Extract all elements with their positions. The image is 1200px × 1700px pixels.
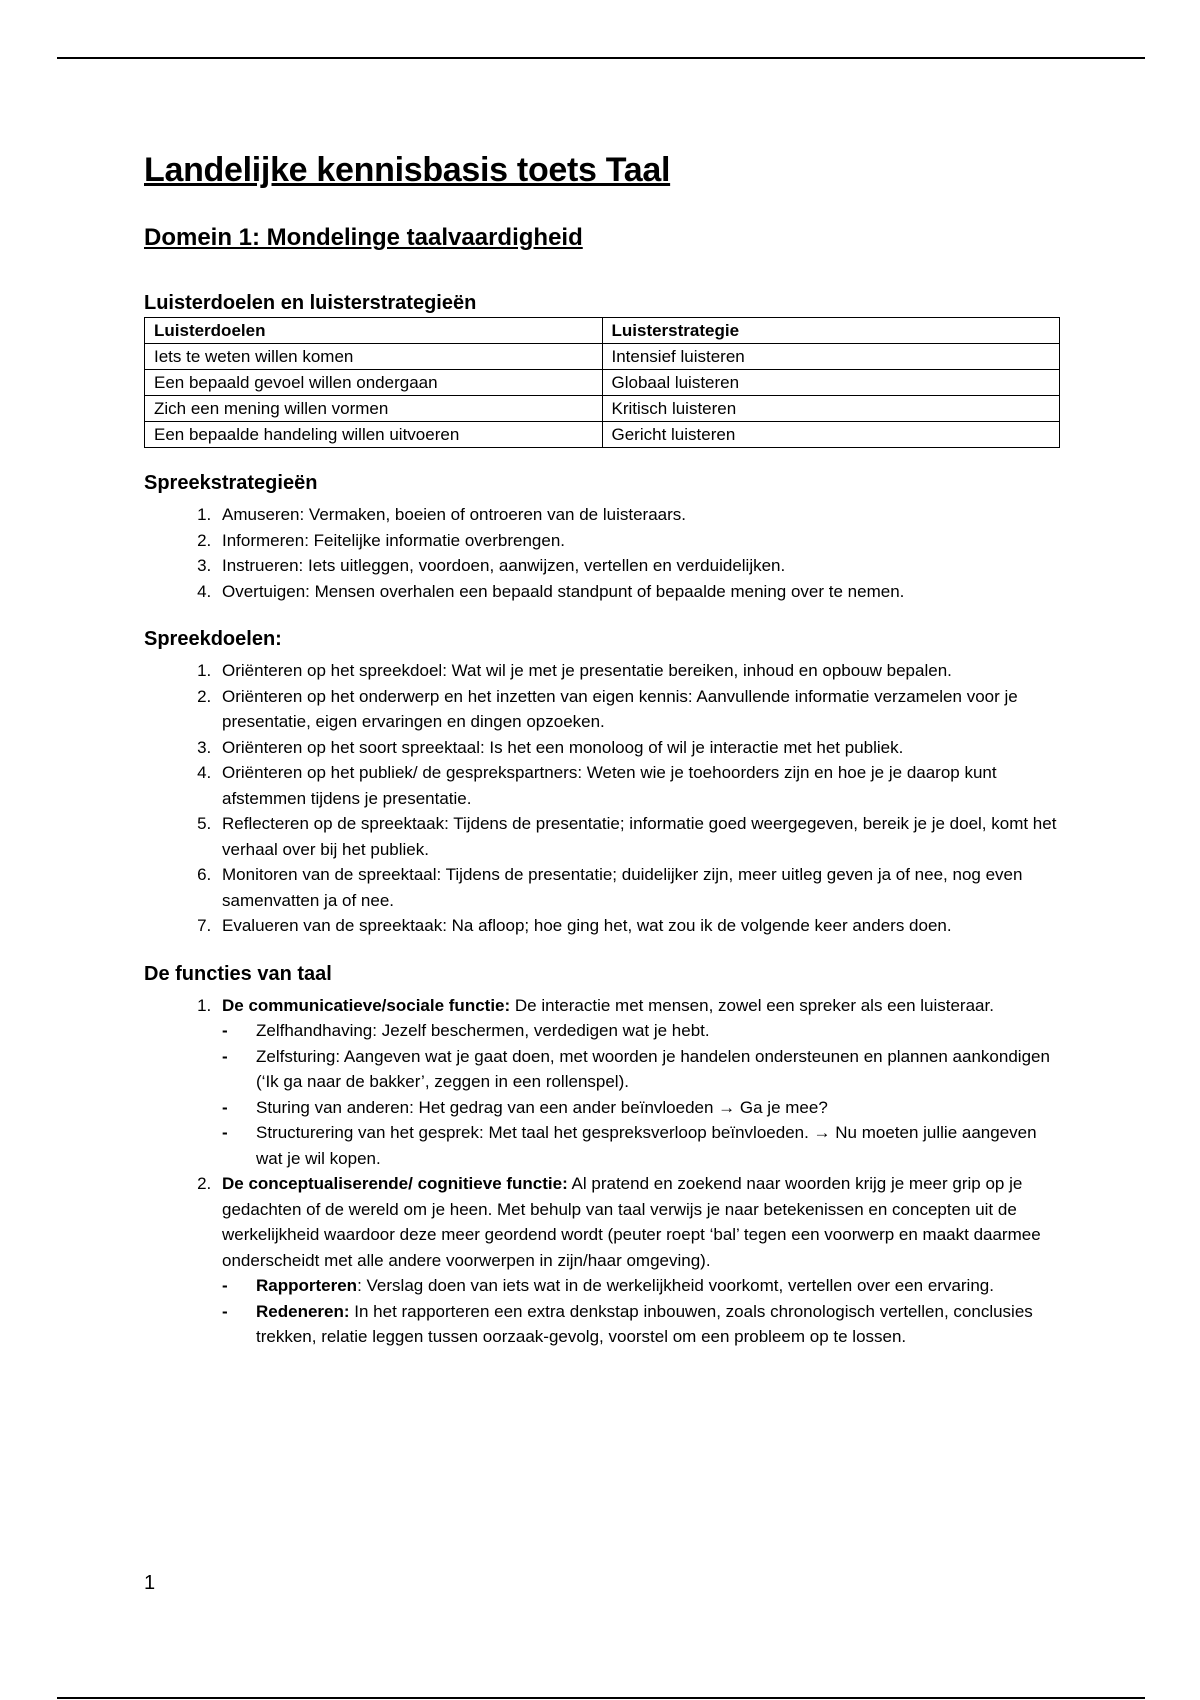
- sub-item: [256, 1299, 1060, 1350]
- table-cell: Intensief luisteren: [602, 344, 1060, 370]
- sub-item-label: Redeneren:: [256, 1301, 350, 1321]
- speech-goals-heading: Spreekdoelen:: [144, 628, 282, 650]
- list-item: 2. Oriënteren op het onderwerp en het inzetten van eigen kennis: Aanvullende informatie verzamelen voor je presentatie, eigen ervaringen en dingen opzoeken.: [216, 684, 1060, 735]
- document-title: Landelijke kennisbasis toets Taal: [144, 151, 671, 189]
- function-text: De interactie met mensen, zowel een spreker als een luisteraar.: [510, 995, 994, 1015]
- list-item: 6. Monitoren van de spreektaal: Tijdens de presentatie; duidelijker zijn, meer uitleg geven ja of nee, nog even samenvatten ja of nee.: [216, 862, 1060, 913]
- listening-heading: Luisterdoelen en luisterstrategieën: [144, 292, 477, 314]
- domain-heading: Domein 1: Mondelinge taalvaardigheid: [144, 224, 583, 251]
- sub-item: - Zelfsturing: Aangeven wat je gaat doen, met woorden je handelen ondersteunen en plannen aankondigen (‘Ik ga naar de bakker’, zeggen in een rollenspel).: [256, 1044, 1060, 1095]
- list-item: 1. Oriënteren op het spreekdoel: Wat wil je met je presentatie bereiken, inhoud en opbouw bepalen.: [216, 658, 1060, 684]
- sub-item-text: : Verslag doen van iets wat in de werkelijkheid voorkomt, vertellen over een ervaring.: [357, 1276, 994, 1295]
- sub-item-text: In het rapporteren een extra denkstap inbouwen, zoals chronologisch vertellen, conclusies trekken, relatie leggen tussen oorzaak-gevolg, voorstel om een probleem op te lossen.: [256, 1301, 1033, 1346]
- language-functions-section: [144, 961, 1060, 1350]
- table-row: [145, 422, 1060, 448]
- table-cell: Een bepaald gevoel willen ondergaan: [145, 370, 603, 396]
- table-header-row: [145, 318, 1060, 344]
- language-functions-list: [144, 993, 1060, 1350]
- function-sublist: [222, 1273, 1060, 1350]
- speech-strategies-list: [144, 502, 1060, 604]
- sub-item: - Structurering van het gesprek: Met taal het gespreksverloop beïnvloeden. → Nu moeten jullie aangeven wat je wil kopen.: [256, 1120, 1060, 1171]
- table-cell: Gericht luisteren: [602, 422, 1060, 448]
- table-cell: Iets te weten willen komen: [145, 344, 603, 370]
- table-row: [145, 344, 1060, 370]
- sub-item: [256, 1273, 1060, 1299]
- function-item-communicative: [216, 993, 1060, 1172]
- table-row: [145, 370, 1060, 396]
- function-item-cognitive: [216, 1171, 1060, 1350]
- sub-item-label: Rapporteren: [256, 1276, 358, 1295]
- table-header-cell: Luisterdoelen: [145, 318, 603, 344]
- page-number: 1: [144, 1572, 156, 1594]
- list-item: 4. Oriënteren op het publiek/ de gesprekspartners: Weten wie je toehoorders zijn en hoe je je daarop kunt afstemmen tijdens je presentatie.: [216, 760, 1060, 811]
- top-rule: [57, 57, 1145, 59]
- list-item: 4. Overtuigen: Mensen overhalen een bepaald standpunt of bepaalde mening over te nemen.: [216, 579, 1060, 605]
- listening-table: [144, 317, 1060, 448]
- table-cell: Globaal luisteren: [602, 370, 1060, 396]
- function-text: Al pratend en zoekend naar woorden krijg je meer grip op je gedachten of de wereld om je heen. Met behulp van taal verwijs je naar betekenissen en concepten uit de werkelijkheid waardoor deze meer geordend wordt (peuter roept ‘bal’ tegen een voorwerp en maakt daarmee onderscheidt met alle andere voorwerpen in zijn/haar omgeving).: [222, 1174, 1041, 1270]
- bottom-rule: [57, 1697, 1145, 1699]
- function-label: De communicatieve/sociale functie:: [222, 995, 511, 1015]
- speech-strategies-heading: Spreekstrategieën: [144, 472, 318, 494]
- language-functions-heading: De functies van taal: [144, 962, 332, 985]
- list-item: 3. Instrueren: Iets uitleggen, voordoen, aanwijzen, vertellen en verduidelijken.: [216, 553, 1060, 579]
- speech-goals-list: [144, 658, 1060, 939]
- list-item: 1. Amuseren: Vermaken, boeien of ontroeren van de luisteraars.: [216, 502, 1060, 528]
- list-item: 3. Oriënteren op het soort spreektaal: Is het een monoloog of wil je interactie met het publiek.: [216, 735, 1060, 761]
- sub-item: - Zelfhandhaving: Jezelf beschermen, verdedigen wat je hebt.: [256, 1018, 1060, 1044]
- table-header-cell: Luisterstrategie: [602, 318, 1060, 344]
- list-item: 2. Informeren: Feitelijke informatie overbrengen.: [216, 528, 1060, 554]
- function-label: De conceptualiserende/ cognitieve functie:: [222, 1174, 568, 1193]
- table-cell: Een bepaalde handeling willen uitvoeren: [145, 422, 603, 448]
- list-item: 5. Reflecteren op de spreektaak: Tijdens de presentatie; informatie goed weergegeven, bereik je je doel, komt het verhaal over bij het publiek.: [216, 811, 1060, 862]
- table-cell: Kritisch luisteren: [602, 396, 1060, 422]
- speech-goals-section: [144, 626, 1060, 939]
- document-body: [144, 148, 1060, 1350]
- table-row: [145, 396, 1060, 422]
- sub-item: - Sturing van anderen: Het gedrag van een ander beïnvloeden → Ga je mee?: [256, 1095, 1060, 1121]
- speech-strategies-section: [144, 470, 1060, 604]
- list-item: 7. Evalueren van de spreektaak: Na afloop; hoe ging het, wat zou ik de volgende keer anders doen.: [216, 913, 1060, 939]
- function-sublist: [222, 1018, 1060, 1171]
- table-cell: Zich een mening willen vormen: [145, 396, 603, 422]
- listening-section: [144, 290, 1060, 448]
